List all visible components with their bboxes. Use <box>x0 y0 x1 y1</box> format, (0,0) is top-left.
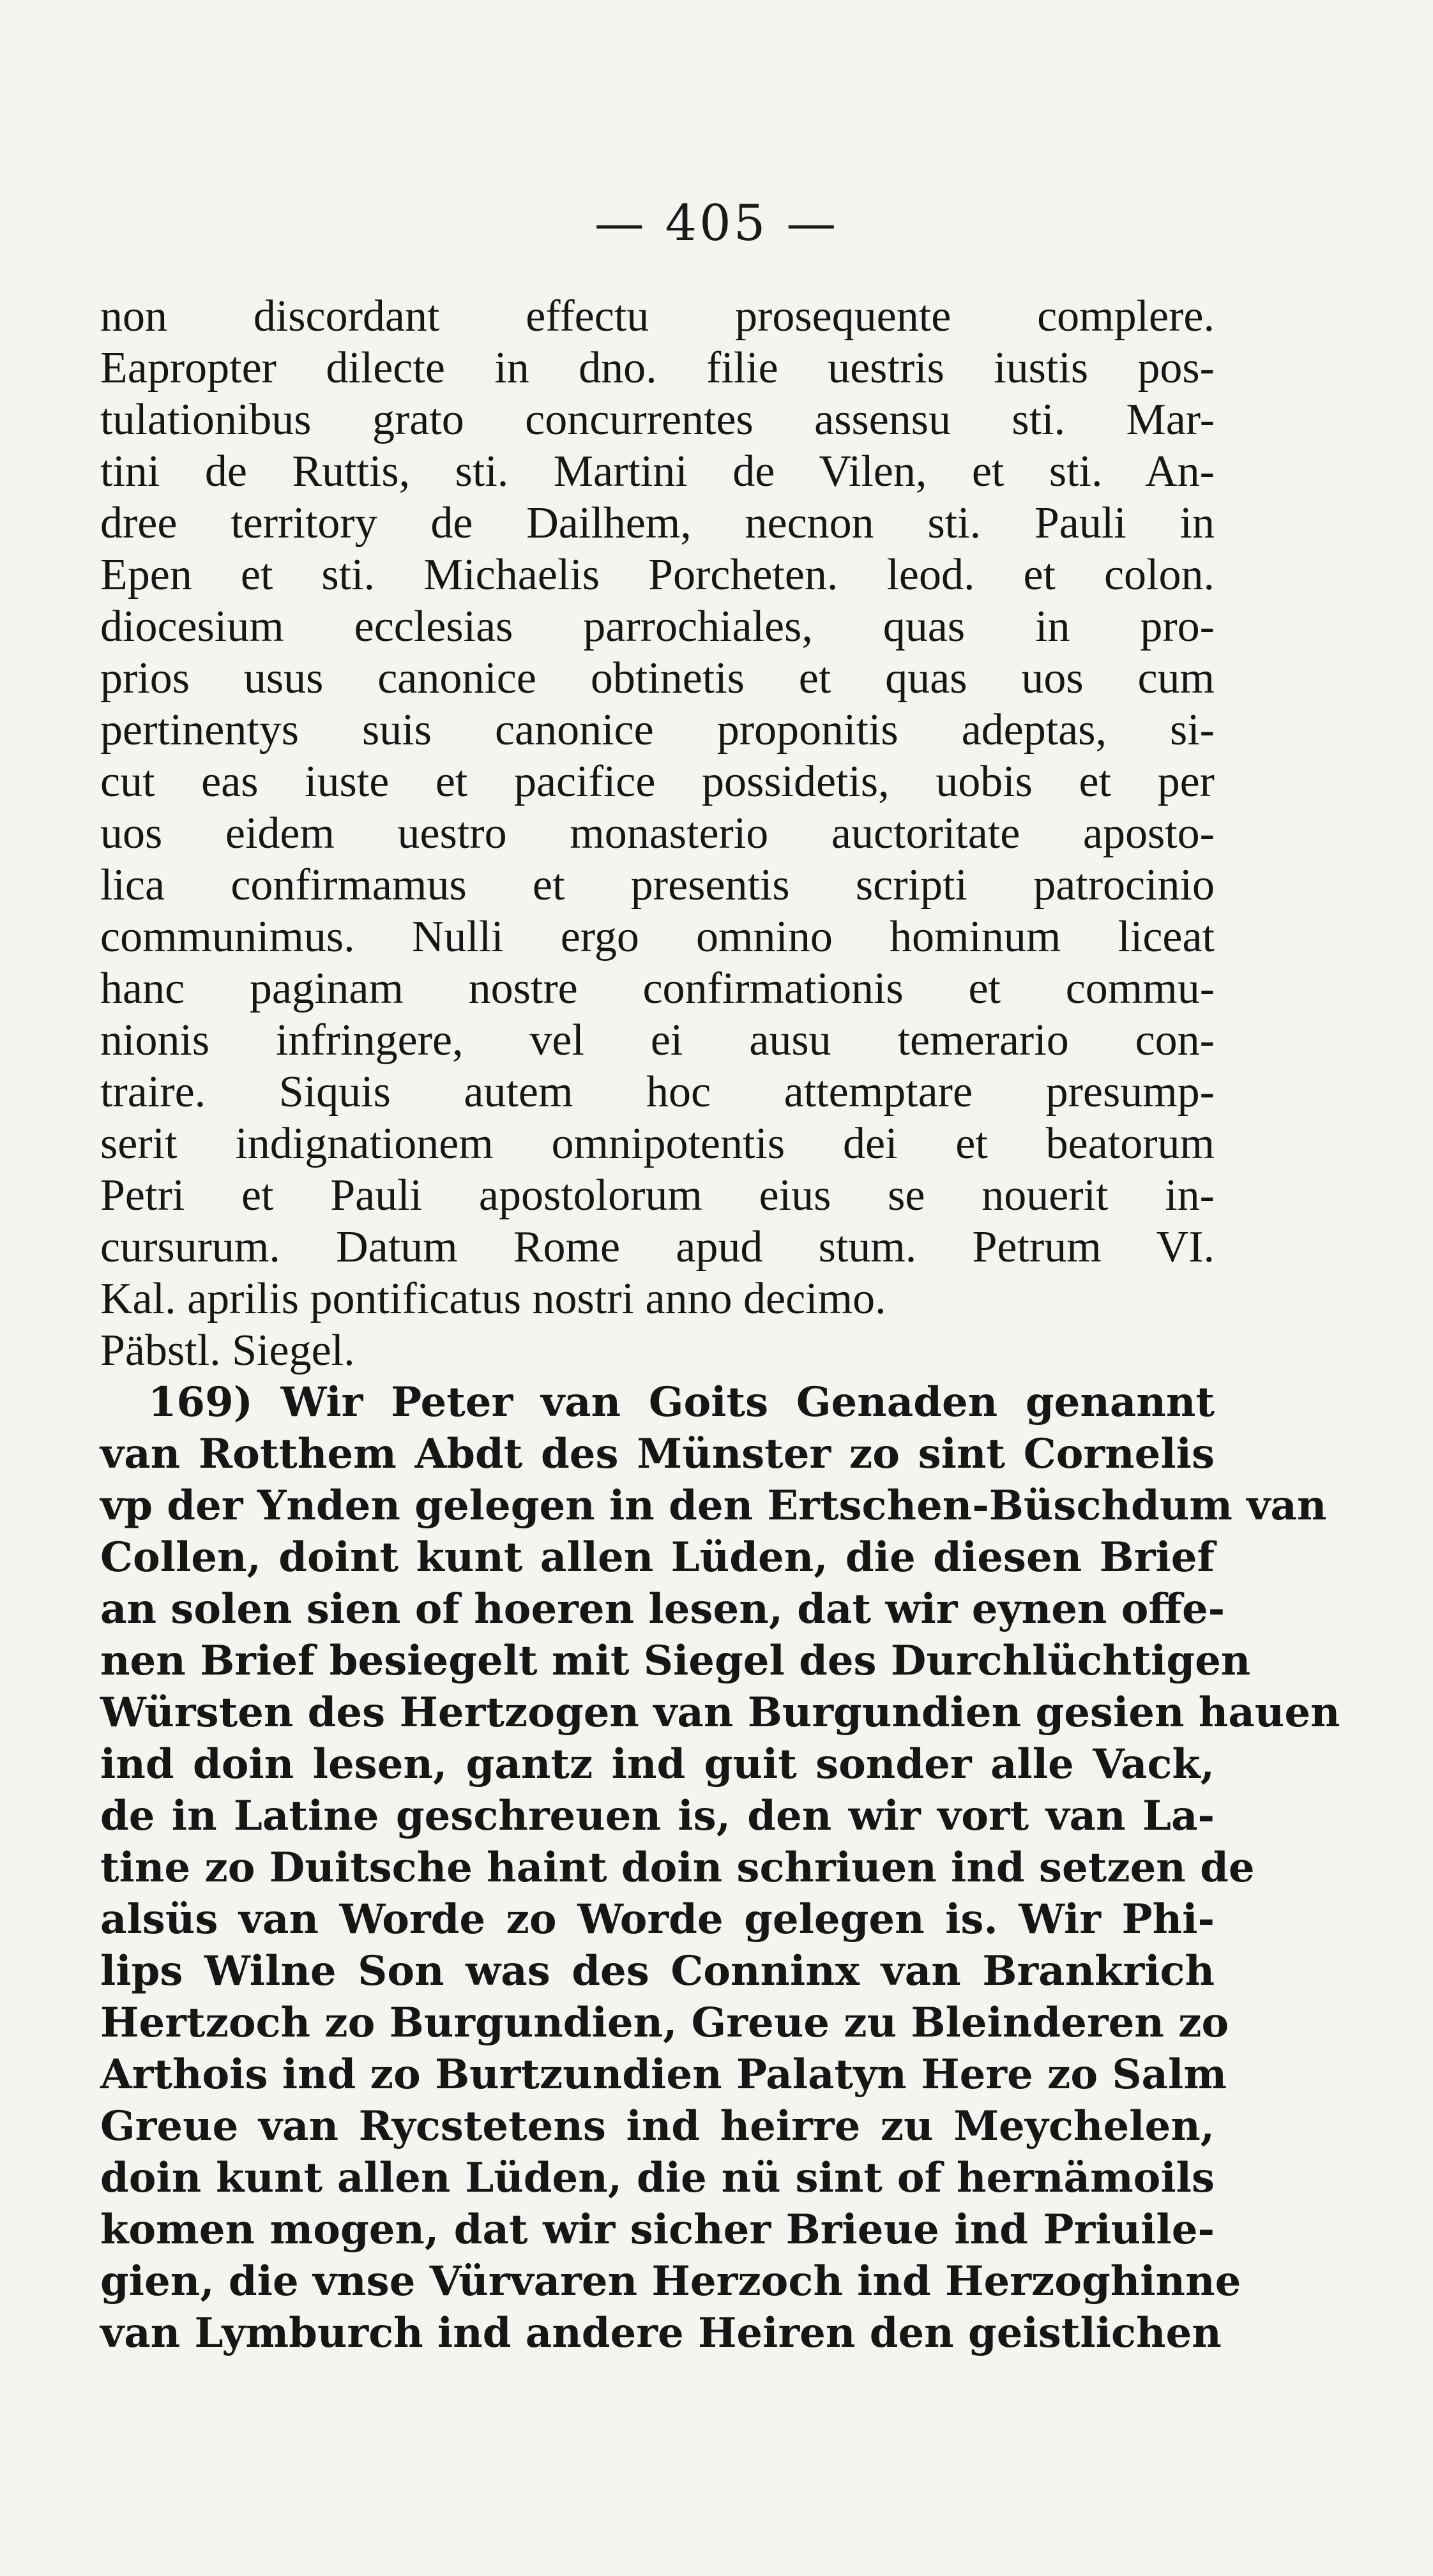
text-line: doin kunt allen Lüden, die nü sint of hernämoils <box>100 2154 1215 2202</box>
text-line: van Rotthem Abdt des Münster zo sint Cornelis <box>100 1430 1215 1478</box>
text-line: prios usus canonice obtinetis et quas uos cum <box>100 654 1215 703</box>
text-line: pertinentys suis canonice proponitis adeptas, si- <box>100 705 1215 755</box>
text-line: ind doin lesen, gantz ind guit sonder alle Vack, <box>100 1740 1215 1788</box>
text-line: Petri et Pauli apostolorum eius se nouerit in- <box>100 1171 1215 1220</box>
text-line: communimus. Nulli ergo omnino hominum liceat <box>100 912 1215 961</box>
text-line: nionis infringere, vel ei ausu temerario con- <box>100 1016 1215 1065</box>
text-line: lips Wilne Son was des Conninx van Brankrich <box>100 1947 1215 1995</box>
page-number: — 405 — <box>594 195 839 252</box>
latin-charter-text <box>100 290 1215 1325</box>
text-line: Arthois ind zo Burtzundien Palatyn Here zo Salm <box>100 2051 1227 2098</box>
text-line: Eapropter dilecte in dno. filie uestris iustis pos- <box>100 343 1215 393</box>
text-line: Collen, doint kunt allen Lüden, die diesen Brief <box>100 1533 1215 1581</box>
body-text <box>100 290 1340 2359</box>
text-line: van Lymburch ind andere Heiren den geistlichen <box>100 2309 1222 2357</box>
text-line: diocesium ecclesias parrochiales, quas in pro- <box>100 602 1215 651</box>
text-line: dree territory de Dailhem, necnon sti. Pauli in <box>100 499 1215 548</box>
text-line: Epen et sti. Michaelis Porcheten. leod. et colon. <box>100 550 1215 599</box>
german-charter-text <box>100 1376 1340 2359</box>
text-line: lica confirmamus et presentis scripti patrocinio <box>100 861 1215 910</box>
text-line: tine zo Duitsche haint doin schriuen ind setzen de <box>100 1844 1255 1892</box>
text-line: nen Brief besiegelt mit Siegel des Durchlüchtigen <box>100 1637 1251 1685</box>
text-line: Würsten des Hertzogen van Burgundien gesien hauen <box>100 1689 1340 1736</box>
text-line: alsüs van Worde zo Worde gelegen is. Wir Phi- <box>100 1895 1215 1943</box>
text-line: Kal. aprilis pontificatus nostri anno decimo. <box>100 1274 886 1323</box>
text-line: tini de Ruttis, sti. Martini de Vilen, et sti. An- <box>100 447 1215 496</box>
text-line: de in Latine geschreuen is, den wir vort van La- <box>100 1792 1215 1840</box>
text-line: hanc paginam nostre confirmationis et commu- <box>100 964 1215 1013</box>
text-line: non discordant effectu prosequente complere. <box>100 292 1215 341</box>
text-line: serit indignationem omnipotentis dei et beatorum <box>100 1119 1215 1168</box>
text-line: cut eas iuste et pacifice possidetis, uobis et per <box>100 757 1215 806</box>
text-line: cursurum. Datum Rome apud stum. Petrum VI. <box>100 1223 1215 1272</box>
text-line: vp der Ynden gelegen in den Ertschen-Büschdum van <box>100 1482 1327 1530</box>
text-line: Greue van Rycstetens ind heirre zu Meychelen, <box>100 2102 1215 2150</box>
text-line: Hertzoch zo Burgundien, Greue zu Bleinderen zo <box>100 1999 1229 2047</box>
text-line: komen mogen, dat wir sicher Brieue ind Priuile- <box>100 2206 1215 2254</box>
text-line: an solen sien of hoeren lesen, dat wir eynen offe- <box>100 1585 1225 1633</box>
text-line: traire. Siquis autem hoc attemptare presump- <box>100 1067 1215 1117</box>
seal-note: Päbstl. Siegel. <box>100 1326 355 1375</box>
text-line: 169) Wir Peter van Goits Genaden genannt <box>148 1378 1215 1426</box>
text-line: tulationibus grato concurrentes assensu sti. Mar- <box>100 395 1215 444</box>
seal-note-block <box>100 1325 1215 1376</box>
text-line: uos eidem uestro monasterio auctoritate aposto- <box>100 809 1215 858</box>
text-line: gien, die vnse Vürvaren Herzoch ind Herzoghinne <box>100 2257 1241 2305</box>
